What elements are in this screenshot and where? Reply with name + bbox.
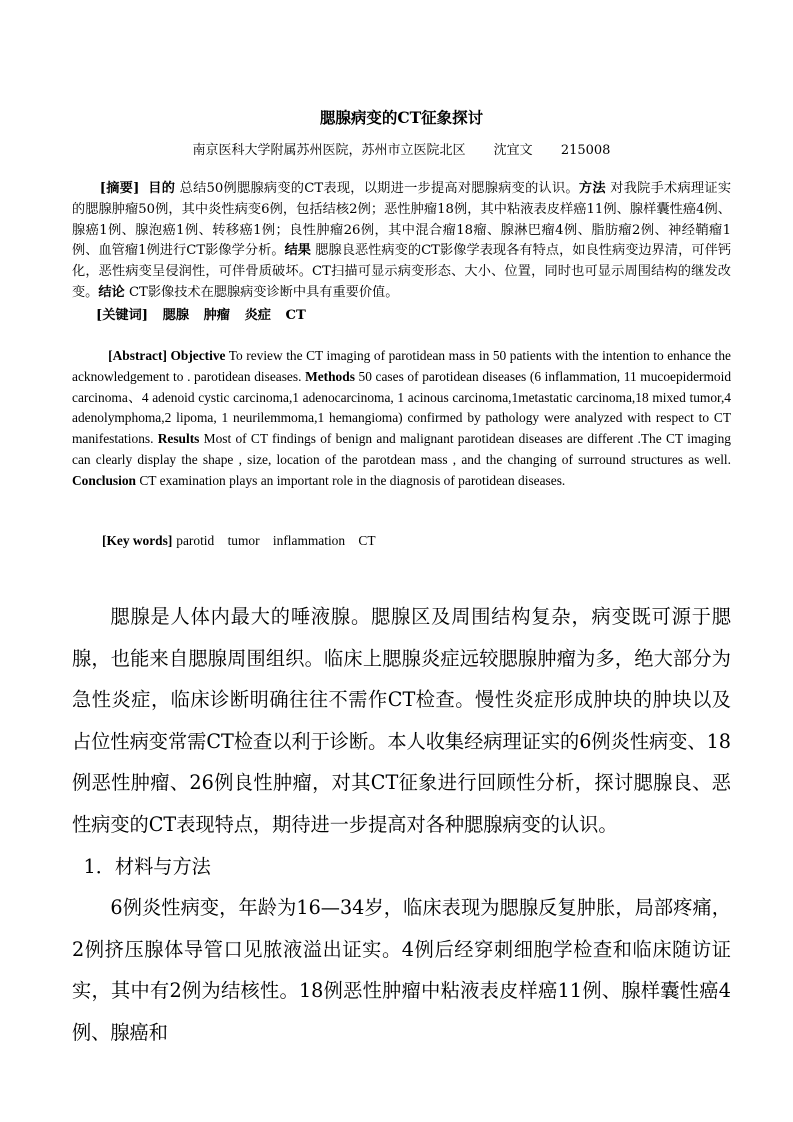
keywords-label: [关键词] — [96, 308, 149, 323]
conclusion-en-text: CT examination plays an important role in the diagnosis of parotidean diseases. — [136, 472, 566, 488]
section-paragraph: 6例炎性病变，年龄为16—34岁，临床表现为腮腺反复肿胀，局部疼痛，2例挤压腺体导管口见脓液溢出证实。4例后经穿刺细胞学检查和临床随访证实，其中有2例为结核性。18例恶性肿瘤中粘液表皮样癌11例、腺样囊性癌4例、腺癌和 — [72, 896, 731, 1044]
postcode: 215008 — [560, 143, 611, 158]
body-text — [72, 596, 731, 1054]
results-label: 结果 — [284, 243, 312, 259]
keywords-en-label: [Key words] — [102, 533, 173, 548]
keywords-english — [102, 533, 376, 549]
keywords-en-value: parotid tumor inflammation CT — [176, 533, 376, 548]
affiliation: 南京医科大学附属苏州医院，苏州市立医院北区 — [192, 143, 466, 158]
section-heading: 1．材料与方法 — [83, 854, 211, 878]
keyword: 炎症 — [244, 308, 271, 323]
methods-text: 对我院手术病理证实的腮腺肿瘤50例，其中炎性病变6例，包括结核2例；恶性肿瘤18例，其中粘液表皮样癌11例、腺样囊性癌4例、腺癌1例、腺泡癌1例、转移癌1例；良性肿瘤26例，其中混合瘤18瘤、腺淋巴瘤4例、脂肪瘤2例、神经鞘瘤1例、血管瘤1例进行CT影像学分析。 — [72, 181, 732, 259]
methods-label: 方法 — [578, 181, 606, 196]
objective-en-label: Objective — [170, 348, 226, 363]
methods-en-text: 50 cases of parotidean diseases (6 inflammation, 11 mucoepidermoid carcinoma、4 adenoid cystic carcinoma,1 adenocarcinoma, 1 acinous carcinoma,1metastatic carcinoma,18 mixed tumor,4 adenolymphoma,2 lipoma, 1 neurilemmoma,1 hemangioma) confirmed by pathology were analyzed with respect to CT manifestations. — [72, 368, 732, 447]
abstract-label: [摘要] — [99, 181, 140, 196]
methods-en-label: Methods — [305, 368, 355, 384]
results-en-text: Most of CT findings of benign and malignant parotidean diseases are different .The CT imaging can clearly display the shape , size, location of the parotdean mass , and the changing of surround structures as well. — [72, 431, 731, 467]
author-line — [72, 139, 731, 158]
keyword: CT — [285, 308, 306, 323]
keyword: 肿瘤 — [203, 308, 230, 323]
keyword: 腮腺 — [162, 308, 190, 323]
objective-label: 目的 — [148, 181, 176, 196]
abstract-chinese — [72, 179, 731, 304]
results-en-label: Results — [157, 431, 200, 447]
conclusion-text: CT影像技术在腮腺病变诊断中具有重要价值。 — [124, 284, 399, 300]
abstract-english — [72, 346, 731, 492]
intro-paragraph: 腮腺是人体内最大的唾液腺。腮腺区及周围结构复杂，病变既可源于腮腺，也能来自腮腺周围组织。临床上腮腺炎症远较腮腺肿瘤为多，绝大部分为急性炎症，临床诊断明确往往不需作CT检查。慢性炎症形成肿块的肿块以及占位性病变常需CT检查以利于诊断。本人收集经病理证实的6例炎性病变、18例恶性肿瘤、26例良性肿瘤，对其CT征象进行回顾性分析，探讨腮腺良、恶性病变的CT表现特点，期待进一步提高对各种腮腺病变的认识。 — [72, 605, 731, 836]
objective-en-text: To review the CT imaging of parotidean mass in 50 patients with the intention to enhance the acknowledgement to . parotidean diseases. — [72, 348, 731, 384]
objective-text: 总结50例腮腺病变的CT表现，以期进一步提高对腮腺病变的认识。 — [175, 181, 579, 196]
page-title: 腮腺病变的CT征象探讨 — [319, 108, 484, 127]
abstract-en-label: [Abstract] — [108, 348, 167, 363]
results-text: 腮腺良恶性病变的CT影像学表现各有特点，如良性病变边界清，可伴钙化，恶性病变呈侵润性，可伴骨质破坏。CT扫描可显示病变形态、大小、位置，同时也可显示周围结构的继发改变。 — [72, 243, 732, 300]
author-name: 沈宜文 — [493, 143, 533, 158]
conclusion-label: 结论 — [98, 284, 125, 300]
conclusion-en-label: Conclusion — [72, 472, 136, 488]
keywords-chinese — [96, 304, 316, 323]
